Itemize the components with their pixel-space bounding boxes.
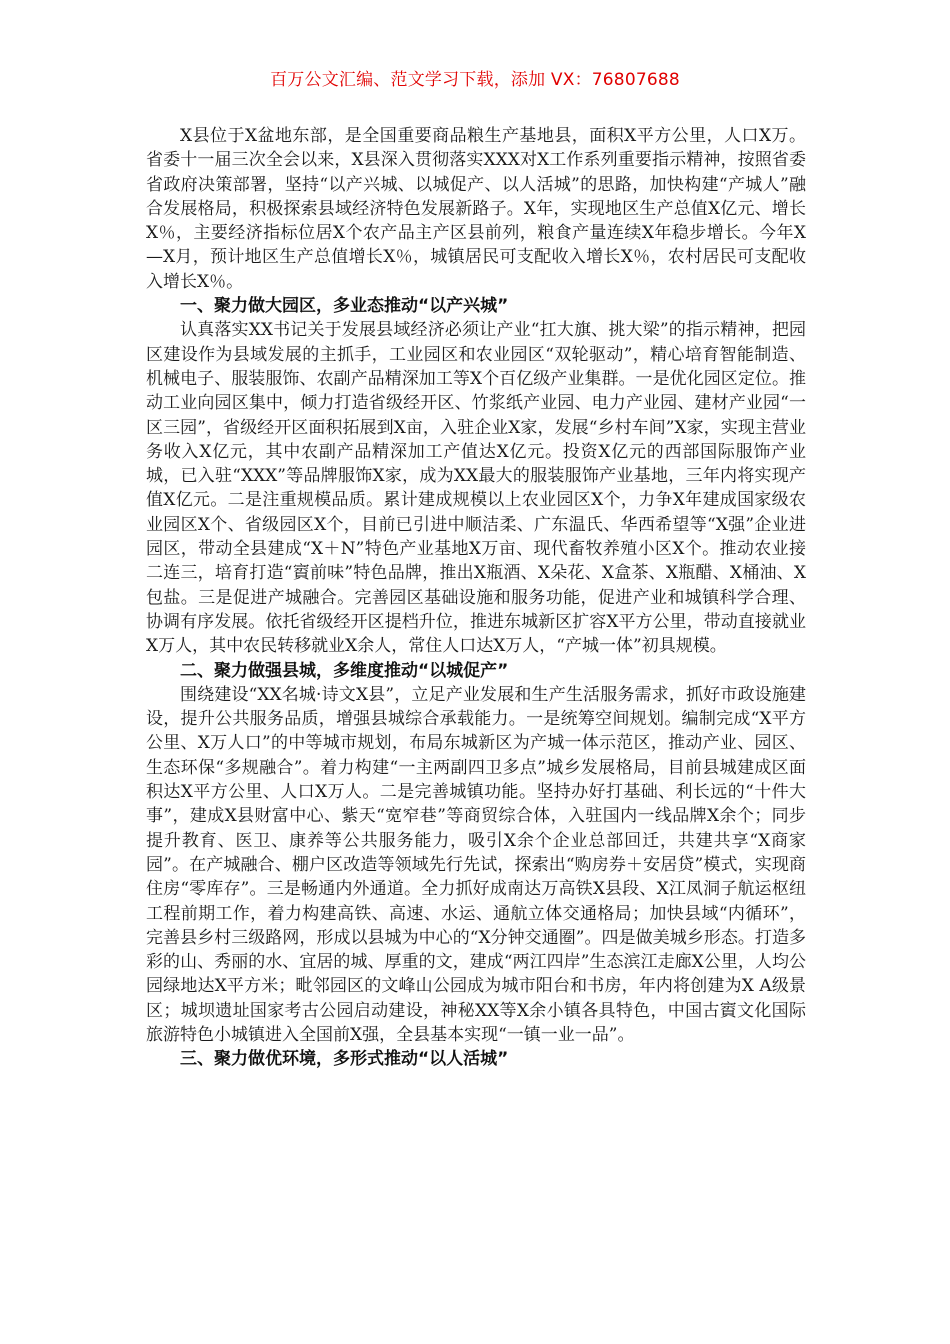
intro-paragraph: X县位于X盆地东部，是全国重要商品粮生产基地县，面积X平方公里，人口X万。省委十一届三次全会以来，X县深入贯彻落实XXX对X工作系列重要指示精神，按照省委省政府决策部署，坚持“以产兴城、以城促产、以人活城”的思路，加快构建“产城人”融合发展格局，积极探索县域经济特色发展新路子。X年，实现地区生产总值X亿元、增长X％，主要经济指标位居X个农产品主产区县前列，粮食产量连续X年稳步增长。今年X—X月，预计地区生产总值增长X％，城镇居民可支配收入增长X％，农村居民可支配收入增长X％。	[146, 126, 806, 292]
section-1-heading: 一、聚力做大园区，多业态推动“以产兴城”	[180, 296, 509, 317]
section-2-heading: 二、聚力做强县城，多维度推动“以城促产”	[180, 660, 509, 681]
section-1-paragraph: 认真落实XX书记关于发展县域经济必须让产业“扛大旗、挑大梁”的指示精神，把园区建设作为县域发展的主抓手，工业园区和农业园区“双轮驱动”，精心培育智能制造、机械电子、服装服饰、农副产品精深加工等X个百亿级产业集群。一是优化园区定位。推动工业向园区集中，倾力打造省级经开区、竹浆纸产业园、电力产业园、建材产业园“一区三园”，省级经开区面积拓展到X亩，入驻企业X家，发展“乡村车间”X家，实现主营业务收入X亿元，其中农副产品精深加工产值达X亿元。投资X亿元的西部国际服饰产业城，已入驻“XXX”等品牌服饰X家，成为XX最大的服装服饰产业基地，三年内将实现产值X亿元。二是注重规模品质。累计建成规模以上农业园区X个，力争X年建成国家级农业园区X个、省级园区X个，目前已引进中顺洁柔、广东温氏、华西希望等“X强”企业进园区，带动全县建成“X＋N”特色产业基地X万亩、现代畜牧养殖小区X个。推动农业接二连三，培育打造“賨前味”特色品牌，推出X瓶酒、X朵花、X盒茶、X瓶醋、X桶油、X包盐。三是促进产城融合。完善园区基础设施和服务功能，促进产业和城镇科学合理、协调有序发展。依托省级经开区提档升位，推进东城新区扩容X平方公里，带动直接就业X万人，其中农民转移就业X余人，常住人口达X万人，“产城一体”初具规模。	[146, 320, 806, 657]
promo-banner: 百万公文汇编、范文学习下载，添加 VX：76807688	[270, 70, 680, 90]
section-3-heading: 三、聚力做优环境，多形式推动“以人活城”	[180, 1049, 509, 1070]
document-body	[146, 124, 806, 1072]
section-2-paragraph: 围绕建设“XX名城·诗文X县”，立足产业发展和生产生活服务需求，抓好市政设施建设，提升公共服务品质，增强县城综合承载能力。一是统筹空间规划。编制完成“X平方公里、X万人口”的中等城市规划，布局东城新区为产城一体示范区，推动产业、园区、生态环保“多规融合”。着力构建“一主两副四卫多点”城乡发展格局，目前县城建成区面积达X平方公里、人口X万人。二是完善城镇功能。坚持办好打基础、利长远的“十件大事”，建成X县财富中心、紫天“宽窄巷”等商贸综合体，入驻国内一线品牌X余个；同步提升教育、医卫、康养等公共服务能力，吸引X余个企业总部回迁，共建共享“X商家园”。在产城融合、棚户区改造等领域先行先试，探索出“购房券＋安居贷”模式，实现商住房“零库存”。三是畅通内外通道。全力抓好成南达万高铁X县段、X江凤洞子航运枢纽工程前期工作，着力构建高铁、高速、水运、通航立体交通格局；加快县域“内循环”，完善县乡村三级路网，形成以县城为中心的“X分钟交通圈”。四是做美城乡形态。打造多彩的山、秀丽的水、宜居的城、厚重的文，建成“两江四岸”生态滨江走廊X公里，人均公园绿地达X平方米；毗邻园区的文峰山公园成为城市阳台和书房，年内将创建为X A级景区；城坝遗址国家考古公园启动建设，神秘XX等X余小镇各具特色，中国古賨文化国际旅游特色小城镇进入全国前X强，全县基本实现“一镇一业一品”。	[146, 684, 806, 1045]
